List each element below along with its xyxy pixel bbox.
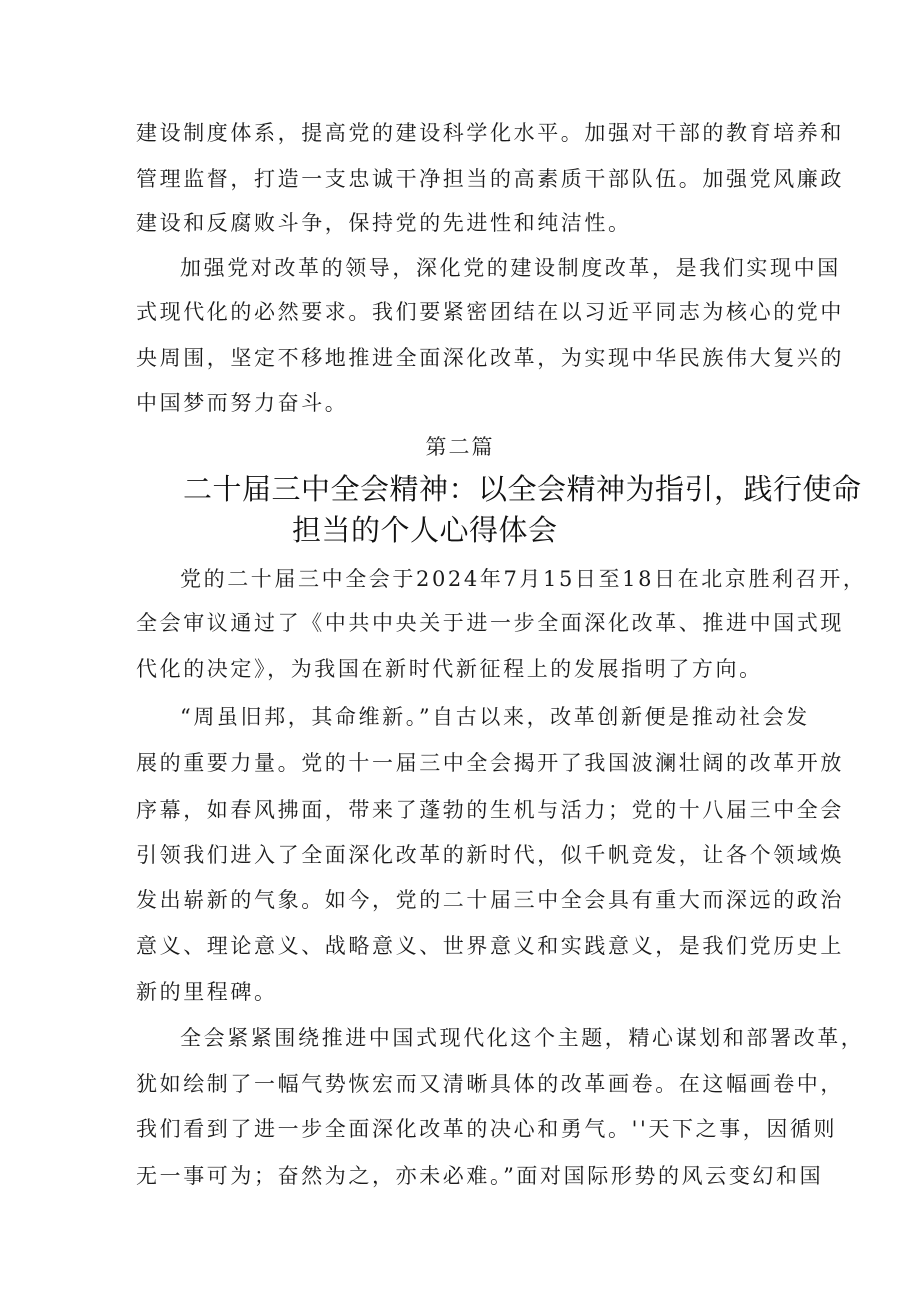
paragraph-line: 建设制度体系，提高党的建设科学化水平。加强对干部的教育培养和 — [136, 121, 844, 145]
paragraph-line: 新的里程碑。 — [136, 980, 278, 1004]
paragraph-line: 全会紧紧围绕推进中国式现代化这个主题，精心谋划和部署改革， — [180, 1026, 865, 1050]
paragraph-line: 序幕，如春风拂面，带来了蓬勃的生机与活力；党的十八届三中全会 — [136, 798, 844, 822]
paragraph-line: 无一事可为；奋然为之，亦未必难。”面对国际形势的风云变幻和国 — [136, 1164, 824, 1188]
paragraph-line: 我们看到了进一步全面深化改革的决心和勇气。''天下之事，因循则 — [136, 1117, 838, 1141]
paragraph-line: 引领我们进入了全面深化改革的新时代，似千帆竞发，让各个领域焕 — [136, 843, 844, 867]
article-title-line-1: 二十届三中全会精神：以全会精神为指引，践行使命 — [183, 472, 862, 506]
paragraph-line: 中国梦而努力奋斗。 — [136, 391, 349, 415]
paragraph-line: 建设和反腐败斗争，保持党的先进性和纯洁性。 — [136, 211, 632, 235]
paragraph-line: 意义、理论意义、战略意义、世界意义和实践意义，是我们党历史上 — [136, 934, 844, 958]
paragraph-line: 央周围，坚定不移地推进全面深化改革，为实现中华民族伟大复兴的 — [136, 346, 844, 370]
paragraph-line: 犹如绘制了一幅气势恢宏而又清晰具体的改革画卷。在这幅画卷中， — [136, 1072, 844, 1096]
paragraph-line: 展的重要力量。党的十一届三中全会揭开了我国波澜壮阔的改革开放 — [136, 751, 844, 775]
paragraph-line: 式现代化的必然要求。我们要紧密团结在以习近平同志为核心的党中 — [136, 300, 844, 324]
paragraph-line: 全会审议通过了《中共中央关于进一步全面深化改革、推进中国式现 — [136, 611, 844, 635]
section-label: 第二篇 — [425, 435, 495, 459]
paragraph-line: 发出崭新的气象。如今，党的二十届三中全会具有重大而深远的政治 — [136, 888, 844, 912]
paragraph-line: 加强党对改革的领导，深化党的建设制度改革，是我们实现中国 — [180, 256, 841, 280]
paragraph-line: “周虽旧邦，其命维新。”自古以来，改革创新便是推动社会发 — [180, 705, 810, 729]
paragraph-line: 代化的决定》，为我国在新时代新征程上的发展指明了方向。 — [136, 657, 763, 681]
article-title-line-2: 担当的个人心得体会 — [292, 513, 558, 547]
paragraph-line: 党的二十届三中全会于2024年7月15日至18日在北京胜利召开， — [180, 567, 867, 591]
paragraph-line: 管理监督，打造一支忠诚干净担当的高素质干部队伍。加强党风廉政 — [136, 167, 844, 191]
